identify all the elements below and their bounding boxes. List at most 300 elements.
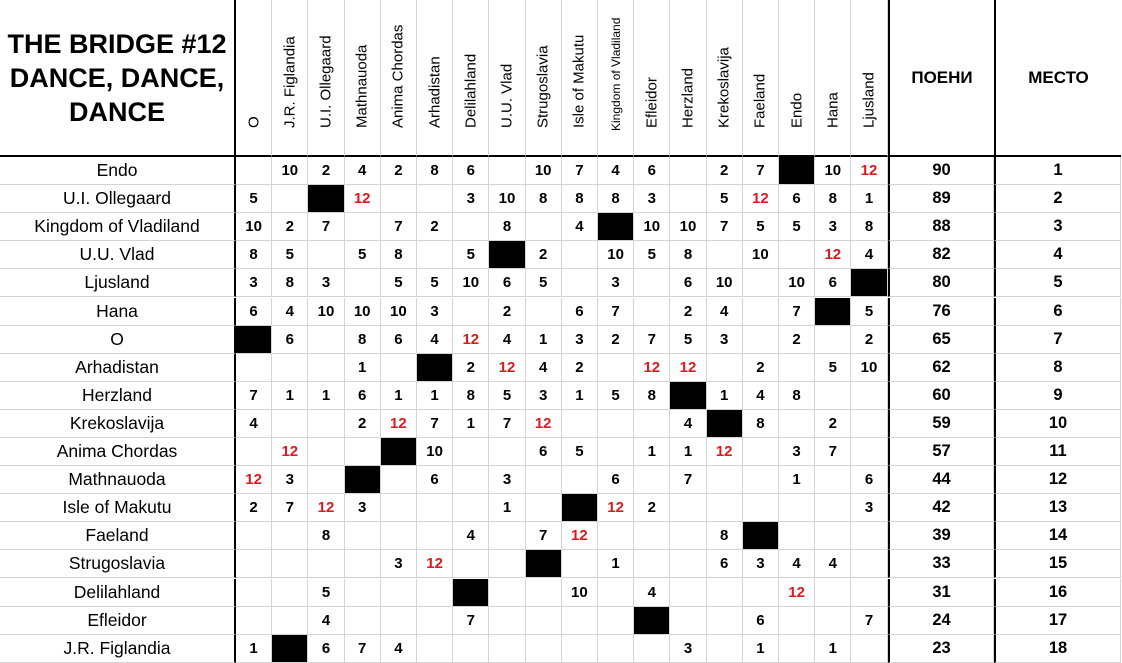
score-cell	[815, 607, 851, 635]
score-cell: 2	[670, 298, 706, 326]
score-cell	[707, 466, 743, 494]
score-cell	[562, 269, 598, 297]
score-cell: 5	[453, 241, 489, 269]
score-cell: 12	[815, 241, 851, 269]
row-total-points: 42	[888, 494, 994, 522]
column-header	[526, 0, 562, 157]
score-cell: 2	[489, 298, 525, 326]
score-cell	[526, 213, 562, 241]
score-cell: 10	[743, 241, 779, 269]
score-cell: 12	[272, 438, 308, 466]
score-cell: 4	[815, 550, 851, 578]
score-cell	[272, 185, 308, 213]
score-cell	[381, 579, 417, 607]
score-cell: 7	[670, 466, 706, 494]
row-total-points: 57	[888, 438, 994, 466]
score-cell: 4	[851, 241, 887, 269]
column-header	[489, 0, 525, 157]
score-cell: 6	[236, 298, 272, 326]
row-country-name: Mathnauoda	[0, 466, 236, 494]
column-header	[417, 0, 453, 157]
score-cell: 2	[562, 354, 598, 382]
score-cell: 4	[345, 157, 381, 185]
column-header	[851, 0, 887, 157]
row-place: 10	[994, 410, 1121, 438]
score-cell: 5	[707, 185, 743, 213]
score-cell: 1	[345, 354, 381, 382]
score-cell: 3	[272, 466, 308, 494]
score-cell	[670, 579, 706, 607]
score-cell: 7	[779, 298, 815, 326]
score-cell: 12	[345, 185, 381, 213]
score-cell: 1	[851, 185, 887, 213]
row-country-name: Herzland	[0, 382, 236, 410]
score-cell: 7	[562, 157, 598, 185]
score-cell: 12	[707, 438, 743, 466]
score-cell: 3	[851, 494, 887, 522]
score-cell	[345, 550, 381, 578]
column-header-label: Krekoslavija	[715, 47, 733, 128]
score-cell	[707, 354, 743, 382]
score-cell: 6	[743, 607, 779, 635]
score-cell: 4	[417, 326, 453, 354]
score-cell	[707, 494, 743, 522]
score-cell: 6	[381, 326, 417, 354]
score-cell: 6	[272, 326, 308, 354]
score-cell	[598, 438, 634, 466]
score-cell	[707, 635, 743, 663]
score-cell: 8	[236, 241, 272, 269]
score-cell: 10	[815, 157, 851, 185]
score-cell	[634, 466, 670, 494]
score-cell: 3	[743, 550, 779, 578]
scoreboard-title	[0, 0, 236, 157]
score-cell: 10	[345, 298, 381, 326]
column-header-label: Faeland	[751, 73, 769, 128]
score-cell	[272, 522, 308, 550]
score-cell: 1	[308, 382, 344, 410]
score-cell	[308, 550, 344, 578]
row-country-name: U.I. Ollegaard	[0, 185, 236, 213]
score-cell	[526, 579, 562, 607]
score-cell: 10	[851, 354, 887, 382]
score-cell	[743, 494, 779, 522]
score-cell	[743, 579, 779, 607]
score-cell	[707, 607, 743, 635]
score-cell: 8	[453, 382, 489, 410]
title-line-1: THE BRIDGE #12	[7, 28, 227, 59]
score-cell: 6	[526, 438, 562, 466]
self-vote-cell	[236, 326, 272, 354]
score-cell: 8	[779, 382, 815, 410]
score-cell: 8	[598, 185, 634, 213]
score-cell: 3	[707, 326, 743, 354]
score-cell: 4	[308, 607, 344, 635]
score-cell	[779, 354, 815, 382]
title-line-2: DANCE, DANCE,	[9, 62, 225, 93]
score-cell: 4	[562, 213, 598, 241]
score-cell	[707, 579, 743, 607]
score-cell	[851, 635, 887, 663]
score-cell: 5	[236, 185, 272, 213]
score-cell: 12	[598, 494, 634, 522]
score-cell	[743, 298, 779, 326]
score-cell	[598, 635, 634, 663]
score-cell: 10	[308, 298, 344, 326]
score-cell	[779, 241, 815, 269]
score-cell	[670, 550, 706, 578]
score-cell: 7	[453, 607, 489, 635]
score-cell	[562, 607, 598, 635]
score-cell: 7	[634, 326, 670, 354]
score-cell	[743, 466, 779, 494]
score-cell: 2	[743, 354, 779, 382]
score-cell: 10	[381, 298, 417, 326]
score-cell	[851, 410, 887, 438]
column-header-label: Endo	[788, 92, 806, 128]
column-header-label: Mathnauoda	[353, 44, 371, 128]
score-cell: 8	[815, 185, 851, 213]
score-cell: 6	[707, 550, 743, 578]
score-cell: 5	[851, 298, 887, 326]
row-place: 8	[994, 354, 1121, 382]
score-cell: 7	[707, 213, 743, 241]
score-cell: 4	[489, 326, 525, 354]
self-vote-cell	[815, 298, 851, 326]
score-cell	[779, 607, 815, 635]
score-cell: 1	[381, 382, 417, 410]
score-cell: 1	[453, 410, 489, 438]
score-cell	[308, 241, 344, 269]
score-cell	[308, 326, 344, 354]
score-cell: 12	[236, 466, 272, 494]
self-vote-cell	[743, 522, 779, 550]
score-cell	[272, 607, 308, 635]
score-cell	[381, 607, 417, 635]
self-vote-cell	[453, 579, 489, 607]
score-cell	[272, 354, 308, 382]
row-total-points: 82	[888, 241, 994, 269]
self-vote-cell	[851, 269, 887, 297]
score-cell	[815, 579, 851, 607]
score-cell: 7	[272, 494, 308, 522]
row-place: 18	[994, 635, 1121, 663]
score-cell: 4	[526, 354, 562, 382]
score-cell: 7	[345, 635, 381, 663]
row-place: 12	[994, 466, 1121, 494]
row-place: 13	[994, 494, 1121, 522]
score-cell	[562, 635, 598, 663]
score-cell: 7	[489, 410, 525, 438]
score-cell: 2	[707, 157, 743, 185]
score-cell	[453, 494, 489, 522]
score-cell	[815, 494, 851, 522]
score-cell: 8	[345, 326, 381, 354]
score-cell: 12	[489, 354, 525, 382]
row-place: 15	[994, 550, 1121, 578]
score-cell: 2	[345, 410, 381, 438]
score-cell	[670, 494, 706, 522]
score-cell: 2	[308, 157, 344, 185]
score-cell: 2	[272, 213, 308, 241]
score-cell: 4	[381, 635, 417, 663]
row-place: 1	[994, 157, 1121, 185]
score-cell	[634, 550, 670, 578]
score-cell	[308, 466, 344, 494]
score-cell: 1	[417, 382, 453, 410]
score-cell	[345, 213, 381, 241]
score-cell	[381, 354, 417, 382]
score-cell	[562, 241, 598, 269]
score-cell: 6	[815, 269, 851, 297]
score-cell: 4	[453, 522, 489, 550]
row-total-points: 60	[888, 382, 994, 410]
score-cell	[526, 494, 562, 522]
score-cell	[815, 382, 851, 410]
score-cell: 10	[526, 157, 562, 185]
score-cell	[308, 410, 344, 438]
column-header	[453, 0, 489, 157]
row-place: 2	[994, 185, 1121, 213]
score-cell	[417, 635, 453, 663]
score-cell: 3	[815, 213, 851, 241]
column-header	[707, 0, 743, 157]
score-cell: 2	[779, 326, 815, 354]
score-cell: 4	[236, 410, 272, 438]
row-total-points: 24	[888, 607, 994, 635]
score-cell: 2	[815, 410, 851, 438]
score-cell	[598, 354, 634, 382]
score-cell	[526, 635, 562, 663]
score-cell	[743, 438, 779, 466]
score-cell: 5	[417, 269, 453, 297]
score-cell	[453, 438, 489, 466]
column-header-label: Strugoslavia	[534, 45, 552, 128]
score-cell	[345, 607, 381, 635]
score-cell	[381, 522, 417, 550]
score-cell: 8	[272, 269, 308, 297]
score-cell: 3	[236, 269, 272, 297]
place-column-header: МЕСТО	[994, 0, 1121, 157]
score-cell: 12	[381, 410, 417, 438]
row-total-points: 90	[888, 157, 994, 185]
self-vote-cell	[598, 213, 634, 241]
score-cell: 6	[670, 269, 706, 297]
score-cell	[670, 522, 706, 550]
column-header	[272, 0, 308, 157]
score-cell: 10	[707, 269, 743, 297]
score-cell: 1	[815, 635, 851, 663]
score-cell	[851, 522, 887, 550]
score-cell	[634, 410, 670, 438]
column-header	[562, 0, 598, 157]
score-cell: 7	[236, 382, 272, 410]
row-place: 3	[994, 213, 1121, 241]
row-country-name: Efleidor	[0, 607, 236, 635]
score-cell	[670, 607, 706, 635]
score-cell: 2	[381, 157, 417, 185]
column-header-label: Anima Chordas	[389, 24, 407, 128]
score-cell: 10	[453, 269, 489, 297]
score-cell	[345, 579, 381, 607]
score-cell: 10	[272, 157, 308, 185]
score-cell: 5	[670, 326, 706, 354]
score-cell: 6	[634, 157, 670, 185]
score-cell: 10	[598, 241, 634, 269]
score-cell	[417, 607, 453, 635]
score-cell	[851, 438, 887, 466]
score-cell: 10	[634, 213, 670, 241]
column-header	[598, 0, 634, 157]
score-cell	[598, 579, 634, 607]
score-cell: 2	[453, 354, 489, 382]
score-cell: 3	[453, 185, 489, 213]
score-cell: 6	[345, 382, 381, 410]
score-cell	[453, 635, 489, 663]
score-cell	[779, 494, 815, 522]
score-cell	[381, 466, 417, 494]
column-header	[815, 0, 851, 157]
score-cell: 3	[308, 269, 344, 297]
column-header-label: Herzland	[679, 67, 697, 128]
score-cell	[489, 550, 525, 578]
score-cell	[308, 438, 344, 466]
score-cell: 12	[308, 494, 344, 522]
score-cell: 7	[381, 213, 417, 241]
score-cell: 12	[743, 185, 779, 213]
column-header	[670, 0, 706, 157]
score-cell: 8	[381, 241, 417, 269]
score-cell: 12	[779, 579, 815, 607]
score-cell	[453, 298, 489, 326]
score-cell	[815, 522, 851, 550]
score-cell	[453, 466, 489, 494]
score-cell: 8	[670, 241, 706, 269]
score-cell: 10	[779, 269, 815, 297]
score-cell: 3	[634, 185, 670, 213]
score-cell: 1	[707, 382, 743, 410]
column-header-label: Isle of Makutu	[570, 34, 588, 128]
score-cell	[598, 410, 634, 438]
row-place: 11	[994, 438, 1121, 466]
score-cell: 12	[851, 157, 887, 185]
score-cell: 7	[598, 298, 634, 326]
score-cell: 5	[815, 354, 851, 382]
column-header-label: O	[245, 116, 263, 128]
score-cell: 3	[345, 494, 381, 522]
row-total-points: 89	[888, 185, 994, 213]
score-cell	[345, 438, 381, 466]
score-cell	[526, 298, 562, 326]
score-cell: 2	[851, 326, 887, 354]
score-cell	[562, 550, 598, 578]
score-cell	[417, 579, 453, 607]
column-header	[236, 0, 272, 157]
score-cell: 1	[526, 326, 562, 354]
row-place: 14	[994, 522, 1121, 550]
score-cell	[670, 185, 706, 213]
score-cell	[236, 550, 272, 578]
score-cell: 6	[851, 466, 887, 494]
row-total-points: 88	[888, 213, 994, 241]
row-total-points: 44	[888, 466, 994, 494]
score-cell: 4	[598, 157, 634, 185]
column-header-label: Kingdom of Vladiland	[608, 17, 623, 131]
score-cell	[598, 607, 634, 635]
score-cell: 5	[562, 438, 598, 466]
row-country-name: O	[0, 326, 236, 354]
self-vote-cell	[381, 438, 417, 466]
row-country-name: Isle of Makutu	[0, 494, 236, 522]
score-cell	[779, 635, 815, 663]
row-country-name: Endo	[0, 157, 236, 185]
score-cell: 8	[526, 185, 562, 213]
column-header-label: Ljusland	[860, 72, 878, 128]
score-cell: 2	[634, 494, 670, 522]
self-vote-cell	[670, 382, 706, 410]
score-cell	[851, 382, 887, 410]
score-cell	[851, 550, 887, 578]
score-cell: 1	[670, 438, 706, 466]
column-header-label: Arhadistan	[426, 56, 444, 128]
self-vote-cell	[308, 185, 344, 213]
score-cell: 8	[489, 213, 525, 241]
score-cell	[707, 241, 743, 269]
row-total-points: 31	[888, 579, 994, 607]
self-vote-cell	[272, 635, 308, 663]
score-cell	[670, 157, 706, 185]
score-cell: 6	[598, 466, 634, 494]
score-cell: 10	[489, 185, 525, 213]
row-country-name: U.U. Vlad	[0, 241, 236, 269]
points-column-header: ПОЕНИ	[888, 0, 994, 157]
score-cell	[779, 410, 815, 438]
score-cell: 3	[417, 298, 453, 326]
score-cell: 5	[634, 241, 670, 269]
self-vote-cell	[562, 494, 598, 522]
row-place: 9	[994, 382, 1121, 410]
score-cell: 5	[272, 241, 308, 269]
row-place: 16	[994, 579, 1121, 607]
score-cell: 6	[489, 269, 525, 297]
score-cell: 8	[308, 522, 344, 550]
score-cell: 4	[707, 298, 743, 326]
self-vote-cell	[779, 157, 815, 185]
score-cell: 3	[489, 466, 525, 494]
score-cell: 2	[417, 213, 453, 241]
row-place: 6	[994, 298, 1121, 326]
row-total-points: 76	[888, 298, 994, 326]
score-cell	[489, 438, 525, 466]
row-total-points: 62	[888, 354, 994, 382]
score-cell	[489, 579, 525, 607]
score-cell	[851, 579, 887, 607]
score-cell: 3	[562, 326, 598, 354]
self-vote-cell	[526, 550, 562, 578]
column-header	[308, 0, 344, 157]
score-cell: 3	[526, 382, 562, 410]
score-cell: 7	[743, 157, 779, 185]
self-vote-cell	[345, 466, 381, 494]
column-header	[345, 0, 381, 157]
score-cell: 7	[851, 607, 887, 635]
column-header	[743, 0, 779, 157]
score-cell	[489, 157, 525, 185]
score-cell	[236, 579, 272, 607]
score-cell: 8	[707, 522, 743, 550]
score-cell	[345, 522, 381, 550]
score-cell	[272, 410, 308, 438]
